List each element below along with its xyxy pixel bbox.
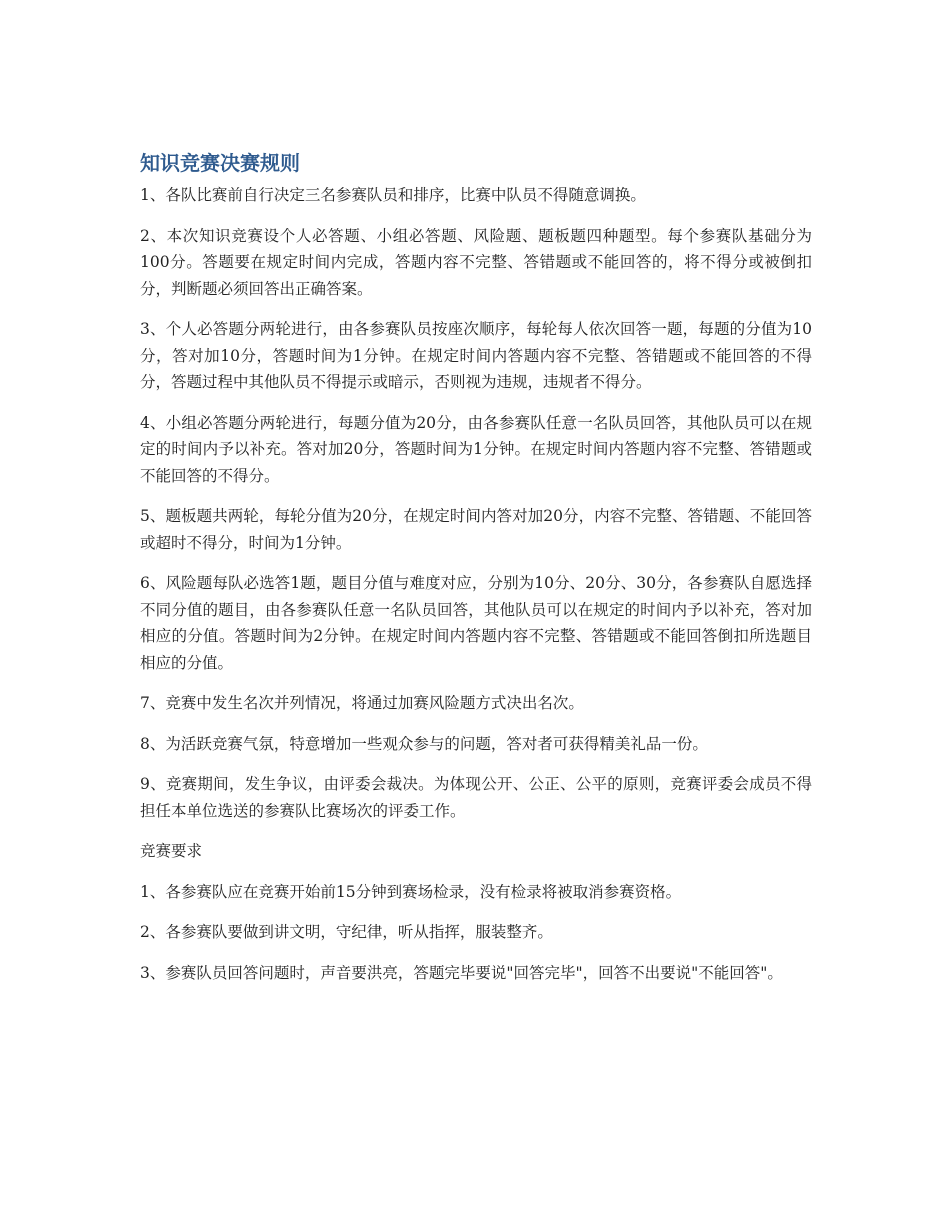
document-title: 知识竞赛决赛规则 — [140, 151, 300, 175]
document-page — [140, 148, 812, 1000]
requirement-1: 1、各参赛队应在竞赛开始前15分钟到赛场检录，没有检录将被取消参赛资格。 — [140, 882, 682, 901]
rule-8: 8、为活跃竞赛气氛，特意增加一些观众参与的问题，答对者可获得精美礼品一份。 — [140, 734, 708, 753]
rule-6: 6、风险题每队必选答1题，题目分值与难度对应，分别为10分、20分、30分，各参赛队自愿选择不同分值的题目，由各参赛队任意一名队员回答，其他队员可以在规定的时间内予以补充，答对加相应的分值。答题时间为2分钟。在规定时间内答题内容不完整、答错题或不能回答倒扣所选题目相应的分值。 — [140, 574, 812, 672]
rule-1: 1、各队比赛前自行决定三名参赛队员和排序，比赛中队员不得随意调换。 — [140, 186, 646, 204]
rule-4: 4、小组必答题分两轮进行，每题分值为20分，由各参赛队任意一名队员回答，其他队员可以在规定的时间内予以补充。答对加20分，答题时间为1分钟。在规定时间内答题内容不完整、答错题或不能回答的不得分。 — [140, 413, 812, 485]
rule-2: 2、本次知识竞赛设个人必答题、小组必答题、风险题、题板题四种题型。每个参赛队基础分为100分。答题要在规定时间内完成，答题内容不完整、答错题或不能回答的，将不得分或被倒扣分，判断题必须回答出正确答案。 — [140, 226, 812, 298]
rule-9: 9、竞赛期间，发生争议，由评委会裁决。为体现公开、公正、公平的原则，竞赛评委会成员不得担任本单位选送的参赛队比赛场次的评委工作。 — [140, 775, 812, 820]
rule-5: 5、题板题共两轮，每轮分值为20分，在规定时间内答对加20分，内容不完整、答错题、不能回答或超时不得分，时间为1分钟。 — [140, 507, 812, 552]
rule-3: 3、个人必答题分两轮进行，由各参赛队员按座次顺序，每轮每人依次回答一题，每题的分值为10分，答对加10分，答题时间为1分钟。在规定时间内答题内容不完整、答错题或不能回答的不得分，答题过程中其他队员不得提示或暗示，否则视为违规，违规者不得分。 — [140, 320, 812, 391]
requirement-2: 2、各参赛队要做到讲文明，守纪律，听从指挥，服装整齐。 — [140, 923, 553, 941]
requirements-heading: 竞赛要求 — [140, 842, 203, 860]
rule-7: 7、竞赛中发生名次并列情况，将通过加赛风险题方式决出名次。 — [140, 694, 584, 712]
requirement-3: 3、参赛队员回答问题时，声音要洪亮，答题完毕要说"回答完毕"，回答不出要说"不能回答"。 — [140, 963, 783, 982]
